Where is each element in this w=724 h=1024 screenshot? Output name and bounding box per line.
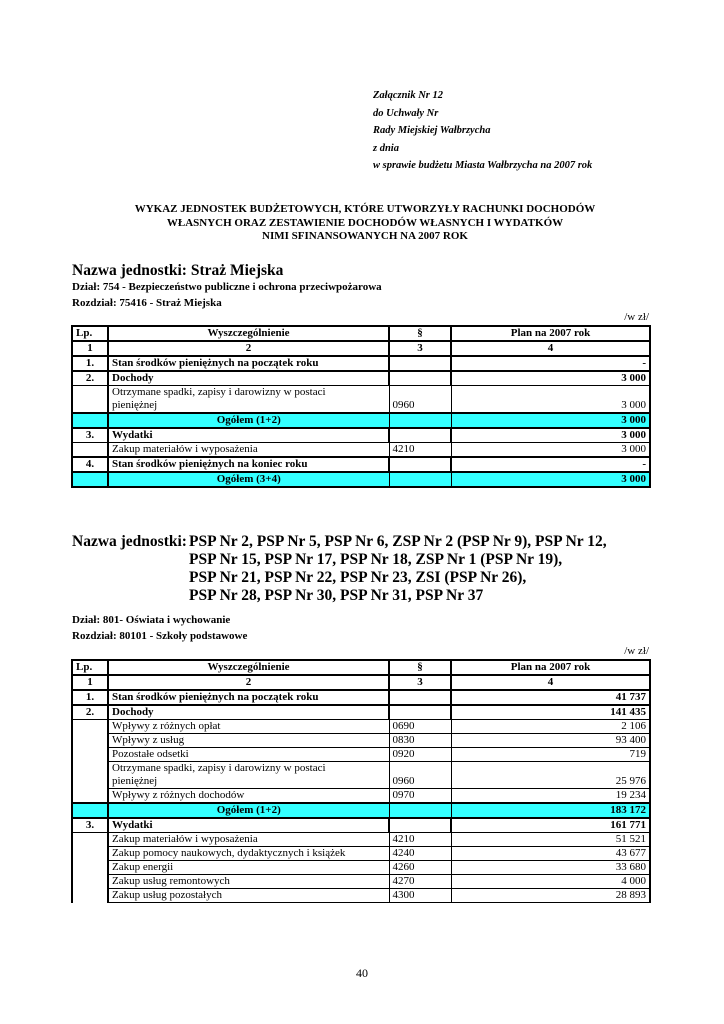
total-label: Ogółem (1+2) xyxy=(108,413,389,428)
colnum: 1 xyxy=(72,675,108,690)
row-amt: 51 521 xyxy=(451,833,650,847)
row-par: 4210 xyxy=(389,443,451,458)
row-par: 0920 xyxy=(389,748,451,762)
total-amt: 183 172 xyxy=(451,803,650,818)
colnum: 3 xyxy=(389,341,451,356)
row-lp: 4. xyxy=(72,457,108,472)
table-row xyxy=(72,457,650,472)
table-row xyxy=(72,762,650,789)
unit1-budget-table xyxy=(71,325,651,488)
annex-line: Rady Miejskiej Wałbrzycha xyxy=(373,125,491,136)
colnum: 1 xyxy=(72,341,108,356)
row-par xyxy=(389,428,451,443)
row-lp xyxy=(72,413,108,428)
row-lp xyxy=(72,889,108,903)
colnum: 2 xyxy=(108,675,389,690)
table-row xyxy=(72,861,650,875)
table-header-row xyxy=(72,326,650,341)
row-amt: 719 xyxy=(451,748,650,762)
row-desc: Zakup usług remontowych xyxy=(108,875,389,889)
table-row xyxy=(72,720,650,734)
row-desc: Stan środków pieniężnych na koniec roku xyxy=(108,457,389,472)
unit1-name: Nazwa jednostki: Straż Miejska xyxy=(72,262,284,279)
row-amt: 3 000 xyxy=(451,443,650,458)
row-lp: 3. xyxy=(72,428,108,443)
row-amt: 28 893 xyxy=(451,889,650,903)
annex-line: z dnia xyxy=(373,142,399,154)
row-par: 4300 xyxy=(389,889,451,903)
row-amt: 19 234 xyxy=(451,789,650,804)
desc-line: pieniężnej xyxy=(112,399,158,411)
row-lp: 1. xyxy=(72,356,108,371)
row-lp: 2. xyxy=(72,371,108,386)
row-amt: 41 737 xyxy=(451,690,650,705)
table-row xyxy=(72,789,650,804)
unit1-dzial: Dział: 754 - Bezpieczeństwo publiczne i ochrona przeciwpożarowa xyxy=(72,281,382,293)
row-desc: Stan środków pieniężnych na początek roku xyxy=(108,690,389,705)
page-number: 40 xyxy=(356,966,368,980)
row-par: 4270 xyxy=(389,875,451,889)
row-lp xyxy=(72,847,108,861)
row-par xyxy=(389,413,451,428)
unit1-classification xyxy=(72,279,382,311)
row-par xyxy=(389,472,451,487)
row-par: 4240 xyxy=(389,847,451,861)
table-row xyxy=(72,734,650,748)
row-desc: Wydatki xyxy=(108,818,389,833)
row-lp xyxy=(72,762,108,789)
header-par: § xyxy=(389,660,451,675)
row-desc xyxy=(108,386,389,414)
total-row xyxy=(72,803,650,818)
row-amt: 3 000 xyxy=(451,371,650,386)
row-lp xyxy=(72,833,108,847)
table-row xyxy=(72,847,650,861)
total-label: Ogółem (3+4) xyxy=(108,472,389,487)
header-amt: Plan na 2007 rok xyxy=(451,660,650,675)
row-desc: Zakup pomocy naukowych, dydaktycznych i książek xyxy=(108,847,389,861)
row-desc: Pozostałe odsetki xyxy=(108,748,389,762)
colnum: 4 xyxy=(451,341,650,356)
unit2-dzial: Dział: 801- Oświata i wychowanie xyxy=(72,614,231,626)
row-amt: 25 976 xyxy=(451,762,650,789)
row-lp: 1. xyxy=(72,690,108,705)
row-desc: Zakup materiałów i wyposażenia xyxy=(108,443,389,458)
total-row xyxy=(72,413,650,428)
unit2-name-line: PSP Nr 2, PSP Nr 5, PSP Nr 6, ZSP Nr 2 (PSP Nr 9), PSP Nr 12, xyxy=(189,533,607,550)
row-amt: - xyxy=(451,356,650,371)
row-lp xyxy=(72,720,108,734)
header-lp: Lp. xyxy=(72,660,108,675)
row-par: 0960 xyxy=(389,762,451,789)
row-amt: 161 771 xyxy=(451,818,650,833)
desc-line: pieniężnej xyxy=(112,775,158,787)
header-desc: Wyszczególnienie xyxy=(108,660,389,675)
row-desc: Zakup usług pozostałych xyxy=(108,889,389,903)
row-lp xyxy=(72,803,108,818)
row-par: 4210 xyxy=(389,833,451,847)
row-par xyxy=(389,457,451,472)
unit2-name-label: Nazwa jednostki: xyxy=(72,533,187,550)
row-par: 0970 xyxy=(389,789,451,804)
unit2-name-line: PSP Nr 15, PSP Nr 17, PSP Nr 18, ZSP Nr 1 (PSP Nr 19), xyxy=(189,551,563,568)
annex-line: Załącznik Nr 12 xyxy=(373,90,444,101)
row-amt: 141 435 xyxy=(451,705,650,720)
row-desc: Wpływy z różnych opłat xyxy=(108,720,389,734)
unit2-name-line: PSP Nr 21, PSP Nr 22, PSP Nr 23, ZSI (PSP Nr 26), xyxy=(189,569,527,586)
row-amt: 4 000 xyxy=(451,875,650,889)
colnum: 3 xyxy=(389,675,451,690)
row-par xyxy=(389,818,451,833)
column-number-row xyxy=(72,675,650,690)
table-row xyxy=(72,690,650,705)
row-desc: Dochody xyxy=(108,705,389,720)
row-amt: - xyxy=(451,457,650,472)
row-desc: Zakup energii xyxy=(108,861,389,875)
total-label: Ogółem (1+2) xyxy=(108,803,389,818)
unit1-currency-note: /w zł/ xyxy=(624,311,649,323)
row-amt: 3 000 xyxy=(451,428,650,443)
row-desc: Wydatki xyxy=(108,428,389,443)
document-title xyxy=(60,203,670,244)
annex-line: do Uchwały Nr xyxy=(373,107,439,119)
colnum: 4 xyxy=(451,675,650,690)
row-desc: Stan środków pieniężnych na początek roku xyxy=(108,356,389,371)
row-par xyxy=(389,690,451,705)
table-row xyxy=(72,386,650,414)
row-par xyxy=(389,705,451,720)
row-lp xyxy=(72,875,108,889)
row-lp xyxy=(72,734,108,748)
row-desc xyxy=(108,762,389,789)
row-lp xyxy=(72,789,108,804)
header-amt: Plan na 2007 rok xyxy=(451,326,650,341)
row-par: 0960 xyxy=(389,386,451,414)
title-line: NIMI SFINANSOWANYCH NA 2007 ROK xyxy=(262,230,468,242)
row-par: 4260 xyxy=(389,861,451,875)
desc-line: Otrzymane spadki, zapisy i darowizny w postaci xyxy=(112,762,326,774)
title-line: WYKAZ JEDNOSTEK BUDŻETOWYCH, KTÓRE UTWORZYŁY RACHUNKI DOCHODÓW xyxy=(134,203,596,215)
total-row xyxy=(72,472,650,487)
row-par xyxy=(389,371,451,386)
table-row xyxy=(72,875,650,889)
row-desc: Dochody xyxy=(108,371,389,386)
row-lp: 2. xyxy=(72,705,108,720)
column-number-row xyxy=(72,341,650,356)
table-row xyxy=(72,748,650,762)
unit2-name-value xyxy=(189,533,607,605)
row-lp xyxy=(72,861,108,875)
annex-line: w sprawie budżetu Miasta Wałbrzycha na 2007 rok xyxy=(373,160,593,171)
row-par: 0690 xyxy=(389,720,451,734)
colnum: 2 xyxy=(108,341,389,356)
annex-header xyxy=(373,87,592,175)
row-amt: 3 000 xyxy=(451,386,650,414)
row-amt: 43 677 xyxy=(451,847,650,861)
row-par xyxy=(389,803,451,818)
total-amt: 3 000 xyxy=(451,413,650,428)
row-par: 0830 xyxy=(389,734,451,748)
unit2-name-line: PSP Nr 28, PSP Nr 30, PSP Nr 31, PSP Nr 37 xyxy=(189,587,484,604)
row-desc: Zakup materiałów i wyposażenia xyxy=(108,833,389,847)
table-row xyxy=(72,818,650,833)
table-row xyxy=(72,833,650,847)
table-row xyxy=(72,356,650,371)
table-header-row xyxy=(72,660,650,675)
title-line: WŁASNYCH ORAZ ZESTAWIENIE DOCHODÓW WŁASNYCH I WYDATKÓW xyxy=(166,216,564,229)
unit1-rozdzial: Rozdział: 75416 - Straż Miejska xyxy=(72,297,222,309)
row-lp xyxy=(72,472,108,487)
row-lp xyxy=(72,748,108,762)
row-lp: 3. xyxy=(72,818,108,833)
row-amt: 93 400 xyxy=(451,734,650,748)
row-amt: 2 106 xyxy=(451,720,650,734)
table-row xyxy=(72,889,650,903)
row-amt: 33 680 xyxy=(451,861,650,875)
total-amt: 3 000 xyxy=(451,472,650,487)
row-desc: Wpływy z różnych dochodów xyxy=(108,789,389,804)
unit2-rozdzial: Rozdział: 80101 - Szkoły podstawowe xyxy=(72,630,248,642)
header-desc: Wyszczególnienie xyxy=(108,326,389,341)
table-row xyxy=(72,371,650,386)
header-lp: Lp. xyxy=(72,326,108,341)
unit2-budget-table xyxy=(71,659,651,903)
unit2-currency-note: /w zł/ xyxy=(624,645,649,657)
row-lp xyxy=(72,386,108,414)
table-row xyxy=(72,443,650,458)
row-par xyxy=(389,356,451,371)
row-desc: Wpływy z usług xyxy=(108,734,389,748)
table-row xyxy=(72,705,650,720)
table-row xyxy=(72,428,650,443)
desc-line: Otrzymane spadki, zapisy i darowizny w postaci xyxy=(112,386,326,398)
unit2-classification xyxy=(72,612,247,644)
header-par: § xyxy=(389,326,451,341)
row-lp xyxy=(72,443,108,458)
